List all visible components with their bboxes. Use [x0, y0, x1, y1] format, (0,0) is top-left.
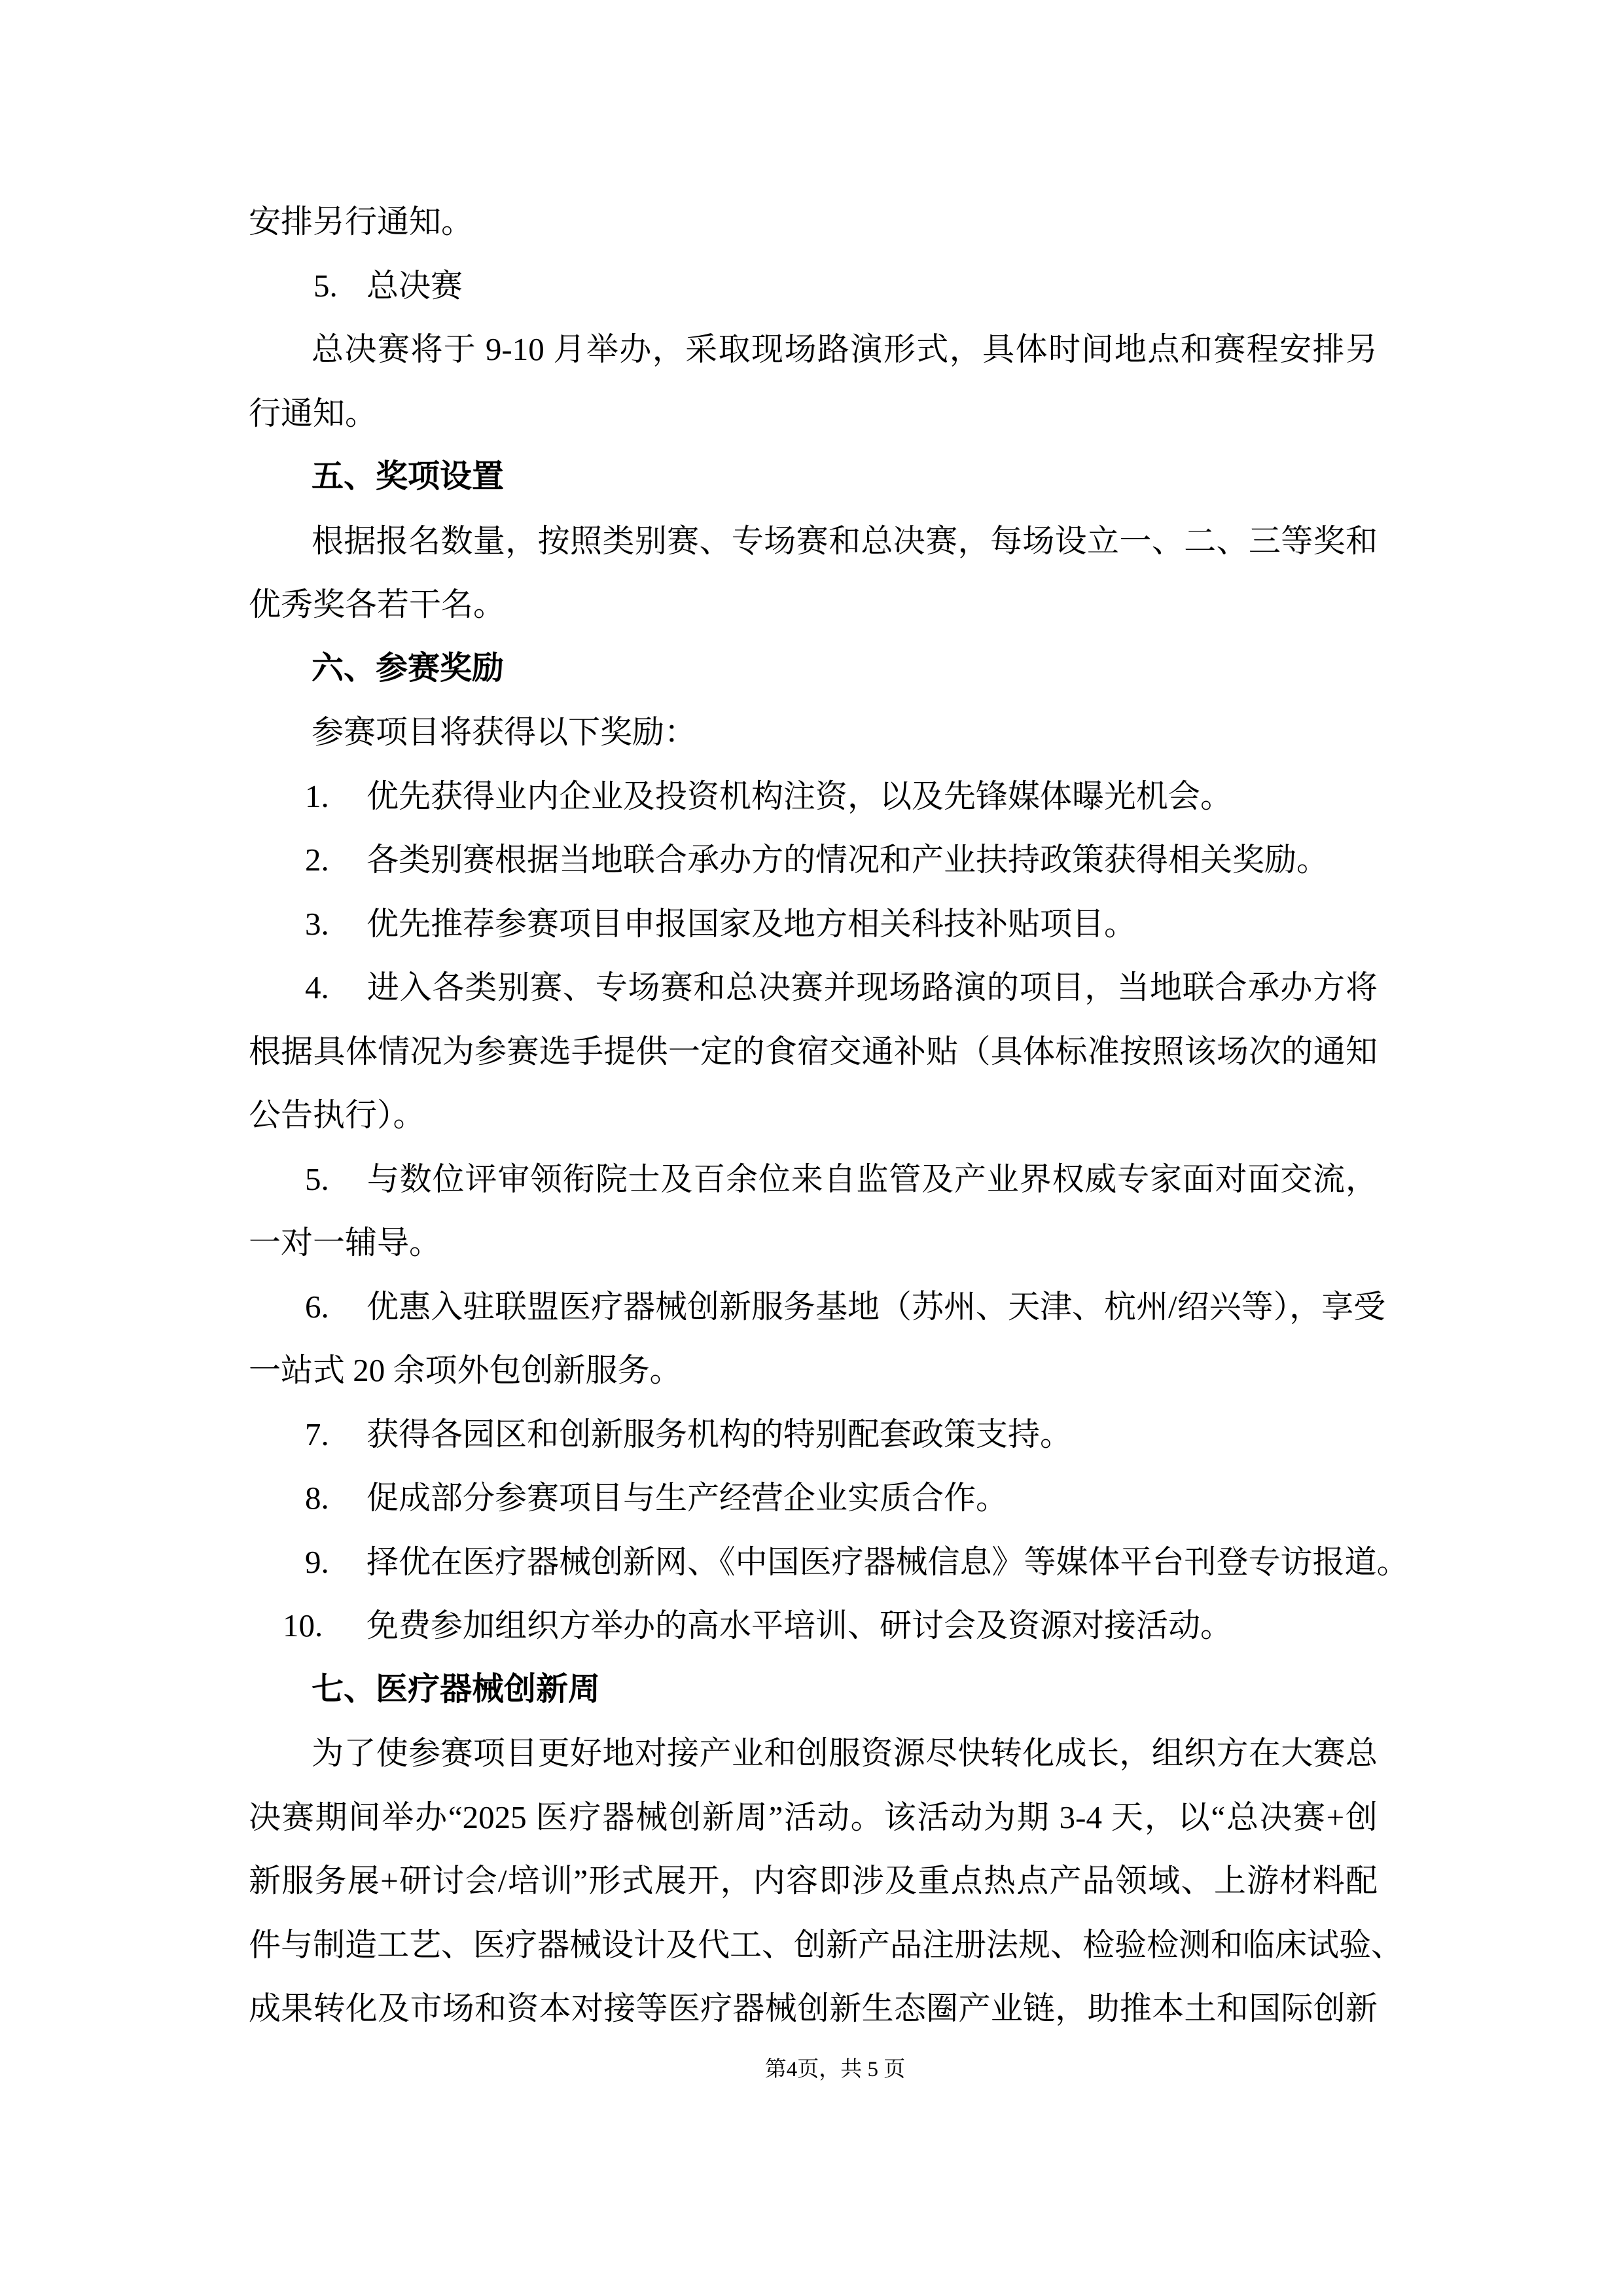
line-text: 安排另行通知。 — [249, 204, 474, 240]
text-line — [249, 509, 1378, 573]
line-text: 各类别赛根据当地联合承办方的情况和产业扶持政策获得相关奖励。 — [366, 842, 1329, 878]
line-text: 择优在医疗器械创新网、《中国医疗器械信息》等媒体平台刊登专访报道。 — [366, 1543, 1409, 1580]
line-text: 免费参加组织方举办的高水平培训、研讨会及资源对接活动。 — [366, 1607, 1233, 1643]
list-number: 2. — [305, 842, 329, 878]
text-line — [249, 1913, 1404, 1977]
text-line — [249, 828, 1378, 892]
line-text: 公告执行）。 — [249, 1097, 425, 1133]
text-line — [249, 1721, 1378, 1785]
text-line — [249, 892, 1378, 956]
text-line — [249, 1275, 1386, 1339]
text-line — [249, 382, 1378, 446]
text-line — [249, 254, 1378, 318]
list-number: 8. — [305, 1480, 329, 1516]
text-line — [249, 1083, 1378, 1147]
line-text: 根据报名数量，按照类别赛、专场赛和总决赛，每场设立一、二、三等奖和 — [312, 522, 1378, 559]
line-text: 新服务展+研讨会/培训”形式展开，内容即涉及重点热点产品领域、上游材料配 — [249, 1863, 1378, 1899]
text-line — [249, 764, 1378, 829]
line-text: 参赛项目将获得以下奖励： — [312, 714, 697, 750]
line-text: 进入各类别赛、专场赛和总决赛并现场路演的项目，当地联合承办方将 — [366, 969, 1378, 1005]
line-text: 一站式 20 余项外包创新服务。 — [249, 1352, 682, 1388]
line-text: 七、医疗器械创新周 — [312, 1671, 601, 1707]
text-line — [249, 190, 1378, 254]
list-number: 10. — [283, 1607, 323, 1643]
list-number: 5. — [305, 1160, 329, 1197]
text-line — [249, 1403, 1378, 1467]
line-text: 成果转化及市场和资本对接等医疗器械创新生态圈产业链，助推本土和国际创新 — [249, 1990, 1378, 2026]
page-number-text: 第4页，共 5 页 — [764, 2058, 906, 2081]
line-text: 优惠入驻联盟医疗器械创新服务基地（苏州、天津、杭州/绍兴等），享受 — [366, 1288, 1386, 1325]
line-text: 总决赛 — [366, 267, 463, 304]
line-text: 优秀奖各若干名。 — [249, 586, 506, 622]
line-text: 一对一辅导。 — [249, 1225, 442, 1261]
text-line — [249, 573, 1378, 637]
line-text: 根据具体情况为参赛选手提供一定的食宿交通补贴（具体标准按照该场次的通知 — [249, 1033, 1378, 1069]
text-line — [249, 1977, 1378, 2041]
text-line — [249, 1785, 1378, 1850]
page-number-footer — [0, 2054, 1623, 2085]
text-line — [249, 1530, 1409, 1594]
line-text: 决赛期间举办“2025 医疗器械创新周”活动。该活动为期 3-4 天，以“总决赛+创 — [249, 1799, 1378, 1835]
text-line — [249, 1211, 1378, 1275]
text-line — [249, 1594, 1378, 1658]
line-text: 与数位评审领衔院士及百余位来自监管及产业界权威专家面对面交流， — [366, 1160, 1378, 1197]
line-text: 五、奖项设置 — [312, 459, 505, 494]
list-number: 4. — [305, 969, 329, 1005]
text-line — [249, 317, 1378, 382]
line-text: 行通知。 — [249, 395, 378, 431]
line-text: 总决赛将于 9-10 月举办，采取现场路演形式，具体时间地点和赛程安排另 — [312, 331, 1378, 367]
text-line — [249, 1147, 1378, 1211]
section-heading — [249, 445, 1378, 509]
line-text: 优先推荐参赛项目申报国家及地方相关科技补贴项目。 — [366, 905, 1137, 942]
document-body — [249, 190, 1409, 2041]
line-text: 为了使参赛项目更好地对接产业和创服资源尽快转化成长，组织方在大赛总 — [312, 1735, 1378, 1771]
list-number: 3. — [305, 905, 329, 942]
line-text: 优先获得业内企业及投资机构注资，以及先锋媒体曝光机会。 — [366, 778, 1233, 814]
list-number: 5. — [313, 267, 338, 304]
list-number: 9. — [305, 1543, 329, 1580]
text-line — [249, 956, 1378, 1020]
list-number: 1. — [305, 778, 329, 814]
line-text: 获得各园区和创新服务机构的特别配套政策支持。 — [366, 1416, 1073, 1452]
text-line — [249, 1020, 1378, 1084]
line-text: 促成部分参赛项目与生产经营企业实质合作。 — [366, 1480, 1008, 1516]
text-line — [249, 1466, 1378, 1530]
section-heading — [249, 1658, 1378, 1722]
text-line — [249, 700, 1378, 764]
line-text: 件与制造工艺、医疗器械设计及代工、创新产品注册法规、检验检测和临床试验、 — [249, 1926, 1404, 1963]
line-text: 六、参赛奖励 — [312, 650, 505, 686]
list-number: 6. — [305, 1288, 329, 1325]
text-line — [249, 1849, 1378, 1913]
text-line — [249, 1338, 1378, 1403]
section-heading — [249, 637, 1378, 701]
list-number: 7. — [305, 1416, 329, 1452]
